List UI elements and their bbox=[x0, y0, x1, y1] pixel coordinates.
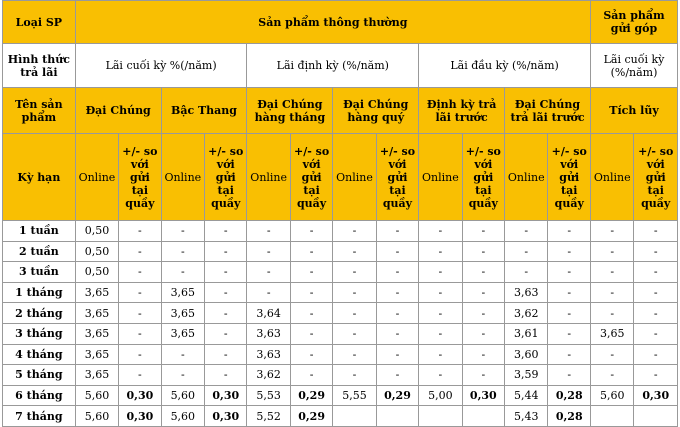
rate-online-cell: - bbox=[419, 365, 462, 386]
rate-online-cell: 5,00 bbox=[419, 385, 462, 406]
product-tich-luy: Tích lũy bbox=[591, 88, 678, 134]
table-row bbox=[3, 385, 678, 406]
rate-online-cell: 5,60 bbox=[161, 385, 204, 406]
rate-online-cell: - bbox=[591, 365, 634, 386]
rate-diff-cell: - bbox=[634, 365, 678, 386]
rate-online-cell: - bbox=[333, 303, 376, 324]
method-lai-dinh-ky: Lãi định kỳ (%/năm) bbox=[247, 44, 419, 88]
rate-diff-cell: - bbox=[462, 262, 504, 283]
rate-diff-cell: - bbox=[290, 303, 332, 324]
rate-diff-cell: - bbox=[462, 323, 504, 344]
rate-diff-cell: - bbox=[548, 365, 591, 386]
rate-diff-cell: 0,30 bbox=[205, 406, 247, 427]
header-row-interest-method bbox=[3, 44, 678, 88]
rate-diff-cell: - bbox=[119, 365, 161, 386]
rate-online-cell: 3,65 bbox=[161, 303, 204, 324]
label-loai-sp: Loại SP bbox=[3, 1, 76, 44]
rate-online-cell: 3,62 bbox=[505, 303, 548, 324]
rate-diff-cell: - bbox=[376, 262, 418, 283]
rate-diff-cell: - bbox=[376, 344, 418, 365]
term-label: 3 tháng bbox=[3, 323, 76, 344]
rate-online-cell: 3,65 bbox=[75, 344, 118, 365]
rate-diff-cell: - bbox=[634, 262, 678, 283]
rate-diff-cell: - bbox=[119, 323, 161, 344]
rate-online-cell: 3,63 bbox=[505, 282, 548, 303]
table-row bbox=[3, 365, 678, 386]
rate-diff-cell: - bbox=[634, 221, 678, 242]
rate-online-cell: 3,61 bbox=[505, 323, 548, 344]
col-online: Online bbox=[333, 134, 376, 221]
product-dai-chung-tra-lai-truoc: Đại Chúng trả lãi trước bbox=[505, 88, 591, 134]
term-label: 7 tháng bbox=[3, 406, 76, 427]
term-label: 2 tuần bbox=[3, 241, 76, 262]
rate-online-cell: 3,59 bbox=[505, 365, 548, 386]
table-row bbox=[3, 303, 678, 324]
rate-diff-cell: - bbox=[376, 221, 418, 242]
product-dai-chung-hang-quy: Đại Chúng hàng quý bbox=[333, 88, 419, 134]
rate-online-cell: 3,63 bbox=[247, 323, 290, 344]
group-san-pham-thong-thuong: Sản phẩm thông thường bbox=[75, 1, 590, 44]
rate-diff-cell: - bbox=[634, 344, 678, 365]
table-row bbox=[3, 323, 678, 344]
rate-online-cell: - bbox=[591, 262, 634, 283]
table-row bbox=[3, 282, 678, 303]
rate-online-cell: 0,50 bbox=[75, 221, 118, 242]
product-dai-chung: Đại Chúng bbox=[75, 88, 161, 134]
rate-online-cell: - bbox=[419, 221, 462, 242]
product-bac-thang: Bậc Thang bbox=[161, 88, 247, 134]
rate-online-cell: - bbox=[247, 262, 290, 283]
rate-diff-cell: - bbox=[548, 303, 591, 324]
term-label: 3 tuần bbox=[3, 262, 76, 283]
rate-online-cell: - bbox=[591, 282, 634, 303]
rate-diff-cell: - bbox=[119, 241, 161, 262]
rate-online-cell: 5,53 bbox=[247, 385, 290, 406]
rate-online-cell bbox=[419, 406, 462, 427]
rate-diff-cell: - bbox=[205, 282, 247, 303]
rate-online-cell: 5,52 bbox=[247, 406, 290, 427]
rate-diff-cell: - bbox=[462, 344, 504, 365]
rate-diff-cell: - bbox=[119, 282, 161, 303]
rate-online-cell: 0,50 bbox=[75, 262, 118, 283]
header-row-channel bbox=[3, 134, 678, 221]
product-dinh-ky-tra-lai-truoc: Định kỳ trả lãi trước bbox=[419, 88, 505, 134]
method-lai-dau-ky: Lãi đầu kỳ (%/năm) bbox=[419, 44, 591, 88]
rate-online-cell: 3,62 bbox=[247, 365, 290, 386]
table-row bbox=[3, 221, 678, 242]
rate-diff-cell: - bbox=[548, 323, 591, 344]
rate-online-cell bbox=[591, 406, 634, 427]
term-label: 1 tuần bbox=[3, 221, 76, 242]
group-san-pham-gui-gop: Sản phẩm gửi góp bbox=[591, 1, 678, 44]
col-diff: +/- so với gửi tại quầy bbox=[205, 134, 247, 221]
rate-online-cell: - bbox=[591, 241, 634, 262]
rate-diff-cell: - bbox=[376, 323, 418, 344]
rate-diff-cell: - bbox=[634, 282, 678, 303]
method-lai-cuoi-ky: Lãi cuối kỳ %(/năm) bbox=[75, 44, 247, 88]
rate-diff-cell: - bbox=[462, 365, 504, 386]
rate-online-cell: - bbox=[505, 221, 548, 242]
rate-online-cell: 5,60 bbox=[161, 406, 204, 427]
rate-online-cell: 3,65 bbox=[75, 282, 118, 303]
rate-online-cell: 3,64 bbox=[247, 303, 290, 324]
rate-diff-cell: - bbox=[205, 344, 247, 365]
term-label: 4 tháng bbox=[3, 344, 76, 365]
term-label: 2 tháng bbox=[3, 303, 76, 324]
rate-online-cell: - bbox=[505, 241, 548, 262]
col-online: Online bbox=[247, 134, 290, 221]
rate-diff-cell: - bbox=[290, 365, 332, 386]
rate-online-cell: - bbox=[333, 241, 376, 262]
rate-online-cell: 3,65 bbox=[75, 365, 118, 386]
col-diff: +/- so với gửi tại quầy bbox=[462, 134, 504, 221]
rate-diff-cell bbox=[634, 406, 678, 427]
rate-diff-cell: - bbox=[119, 262, 161, 283]
col-diff: +/- so với gửi tại quầy bbox=[548, 134, 591, 221]
rate-online-cell: 0,50 bbox=[75, 241, 118, 262]
rate-online-cell: 3,65 bbox=[161, 282, 204, 303]
table-row bbox=[3, 262, 678, 283]
rate-diff-cell: 0,30 bbox=[634, 385, 678, 406]
rate-diff-cell: 0,30 bbox=[205, 385, 247, 406]
rate-online-cell bbox=[333, 406, 376, 427]
rate-online-cell: - bbox=[161, 344, 204, 365]
rate-diff-cell: - bbox=[376, 365, 418, 386]
rate-diff-cell: - bbox=[290, 344, 332, 365]
rate-online-cell: - bbox=[419, 303, 462, 324]
rate-diff-cell: - bbox=[205, 323, 247, 344]
rate-diff-cell: - bbox=[290, 323, 332, 344]
product-dai-chung-hang-thang: Đại Chúng hàng tháng bbox=[247, 88, 333, 134]
label-hinh-thuc-tra-lai: Hình thức trả lãi bbox=[3, 44, 76, 88]
rate-online-cell: 3,65 bbox=[75, 323, 118, 344]
rate-diff-cell: - bbox=[119, 221, 161, 242]
rate-online-cell: - bbox=[161, 241, 204, 262]
rate-diff-cell: - bbox=[462, 241, 504, 262]
rate-online-cell: 3,65 bbox=[161, 323, 204, 344]
rate-online-cell: - bbox=[247, 221, 290, 242]
rate-diff-cell: - bbox=[376, 303, 418, 324]
rate-diff-cell: - bbox=[119, 303, 161, 324]
col-online: Online bbox=[591, 134, 634, 221]
rate-diff-cell: 0,29 bbox=[290, 385, 332, 406]
col-online: Online bbox=[419, 134, 462, 221]
rate-online-cell: - bbox=[161, 262, 204, 283]
rate-online-cell: 5,44 bbox=[505, 385, 548, 406]
table-row bbox=[3, 344, 678, 365]
rate-diff-cell: - bbox=[290, 282, 332, 303]
term-label: 5 tháng bbox=[3, 365, 76, 386]
rate-online-cell: - bbox=[419, 323, 462, 344]
rate-diff-cell: - bbox=[634, 241, 678, 262]
rate-diff-cell: - bbox=[548, 262, 591, 283]
rate-diff-cell: - bbox=[376, 241, 418, 262]
rate-online-cell: 5,43 bbox=[505, 406, 548, 427]
rate-diff-cell: - bbox=[376, 282, 418, 303]
rate-online-cell: - bbox=[247, 282, 290, 303]
rate-diff-cell: - bbox=[290, 241, 332, 262]
method-lai-cuoi-ky-gui-gop: Lãi cuối kỳ (%/năm) bbox=[591, 44, 678, 88]
rate-diff-cell: - bbox=[290, 262, 332, 283]
rate-diff-cell: 0,29 bbox=[376, 385, 418, 406]
rate-online-cell: - bbox=[333, 262, 376, 283]
rate-diff-cell: - bbox=[548, 282, 591, 303]
rate-diff-cell: - bbox=[205, 221, 247, 242]
rate-diff-cell: - bbox=[119, 344, 161, 365]
rate-diff-cell: - bbox=[462, 282, 504, 303]
rate-diff-cell: 0,30 bbox=[462, 385, 504, 406]
col-diff: +/- so với gửi tại quầy bbox=[290, 134, 332, 221]
rate-online-cell: - bbox=[419, 262, 462, 283]
rate-online-cell: 3,65 bbox=[591, 323, 634, 344]
rate-online-cell: 5,60 bbox=[75, 406, 118, 427]
rate-online-cell: - bbox=[161, 365, 204, 386]
rate-diff-cell: - bbox=[548, 344, 591, 365]
col-online: Online bbox=[505, 134, 548, 221]
rate-online-cell: - bbox=[591, 344, 634, 365]
rate-diff-cell bbox=[462, 406, 504, 427]
rate-diff-cell: - bbox=[205, 262, 247, 283]
rate-online-cell: 5,55 bbox=[333, 385, 376, 406]
rate-online-cell: - bbox=[505, 262, 548, 283]
label-ten-san-pham: Tên sản phẩm bbox=[3, 88, 76, 134]
rate-diff-cell: - bbox=[548, 221, 591, 242]
header-row-product-name bbox=[3, 88, 678, 134]
rate-online-cell: - bbox=[333, 365, 376, 386]
rate-online-cell: - bbox=[333, 221, 376, 242]
col-diff: +/- so với gửi tại quầy bbox=[119, 134, 161, 221]
rate-diff-cell: 0,28 bbox=[548, 406, 591, 427]
rate-online-cell: 3,63 bbox=[247, 344, 290, 365]
rate-online-cell: - bbox=[247, 241, 290, 262]
rate-diff-cell: 0,30 bbox=[119, 385, 161, 406]
rate-diff-cell: 0,29 bbox=[290, 406, 332, 427]
rate-diff-cell: - bbox=[462, 221, 504, 242]
col-diff: +/- so với gửi tại quầy bbox=[634, 134, 678, 221]
col-online: Online bbox=[161, 134, 204, 221]
rate-online-cell: - bbox=[419, 344, 462, 365]
table-row bbox=[3, 241, 678, 262]
rate-online-cell: 3,65 bbox=[75, 303, 118, 324]
rate-online-cell: - bbox=[333, 344, 376, 365]
rate-online-cell: 5,60 bbox=[591, 385, 634, 406]
rate-diff-cell: 0,28 bbox=[548, 385, 591, 406]
label-ky-han: Kỳ hạn bbox=[3, 134, 76, 221]
rate-online-cell: - bbox=[419, 282, 462, 303]
term-label: 6 tháng bbox=[3, 385, 76, 406]
col-diff: +/- so với gửi tại quầy bbox=[376, 134, 418, 221]
term-label: 1 tháng bbox=[3, 282, 76, 303]
rate-diff-cell: 0,30 bbox=[119, 406, 161, 427]
rate-online-cell: 5,60 bbox=[75, 385, 118, 406]
rate-diff-cell: - bbox=[205, 365, 247, 386]
rate-online-cell: - bbox=[161, 221, 204, 242]
col-online: Online bbox=[75, 134, 118, 221]
rate-online-cell: - bbox=[333, 282, 376, 303]
rate-online-cell: - bbox=[333, 323, 376, 344]
rate-diff-cell: - bbox=[634, 323, 678, 344]
rate-diff-cell: - bbox=[205, 303, 247, 324]
rate-diff-cell bbox=[376, 406, 418, 427]
header-row-product-type bbox=[3, 1, 678, 44]
rate-diff-cell: - bbox=[462, 303, 504, 324]
rate-diff-cell: - bbox=[634, 303, 678, 324]
interest-rate-table bbox=[2, 0, 678, 427]
rate-online-cell: 3,60 bbox=[505, 344, 548, 365]
rate-diff-cell: - bbox=[290, 221, 332, 242]
rate-online-cell: - bbox=[419, 241, 462, 262]
rate-diff-cell: - bbox=[205, 241, 247, 262]
rate-online-cell: - bbox=[591, 303, 634, 324]
rate-online-cell: - bbox=[591, 221, 634, 242]
rate-diff-cell: - bbox=[548, 241, 591, 262]
table-row bbox=[3, 406, 678, 427]
